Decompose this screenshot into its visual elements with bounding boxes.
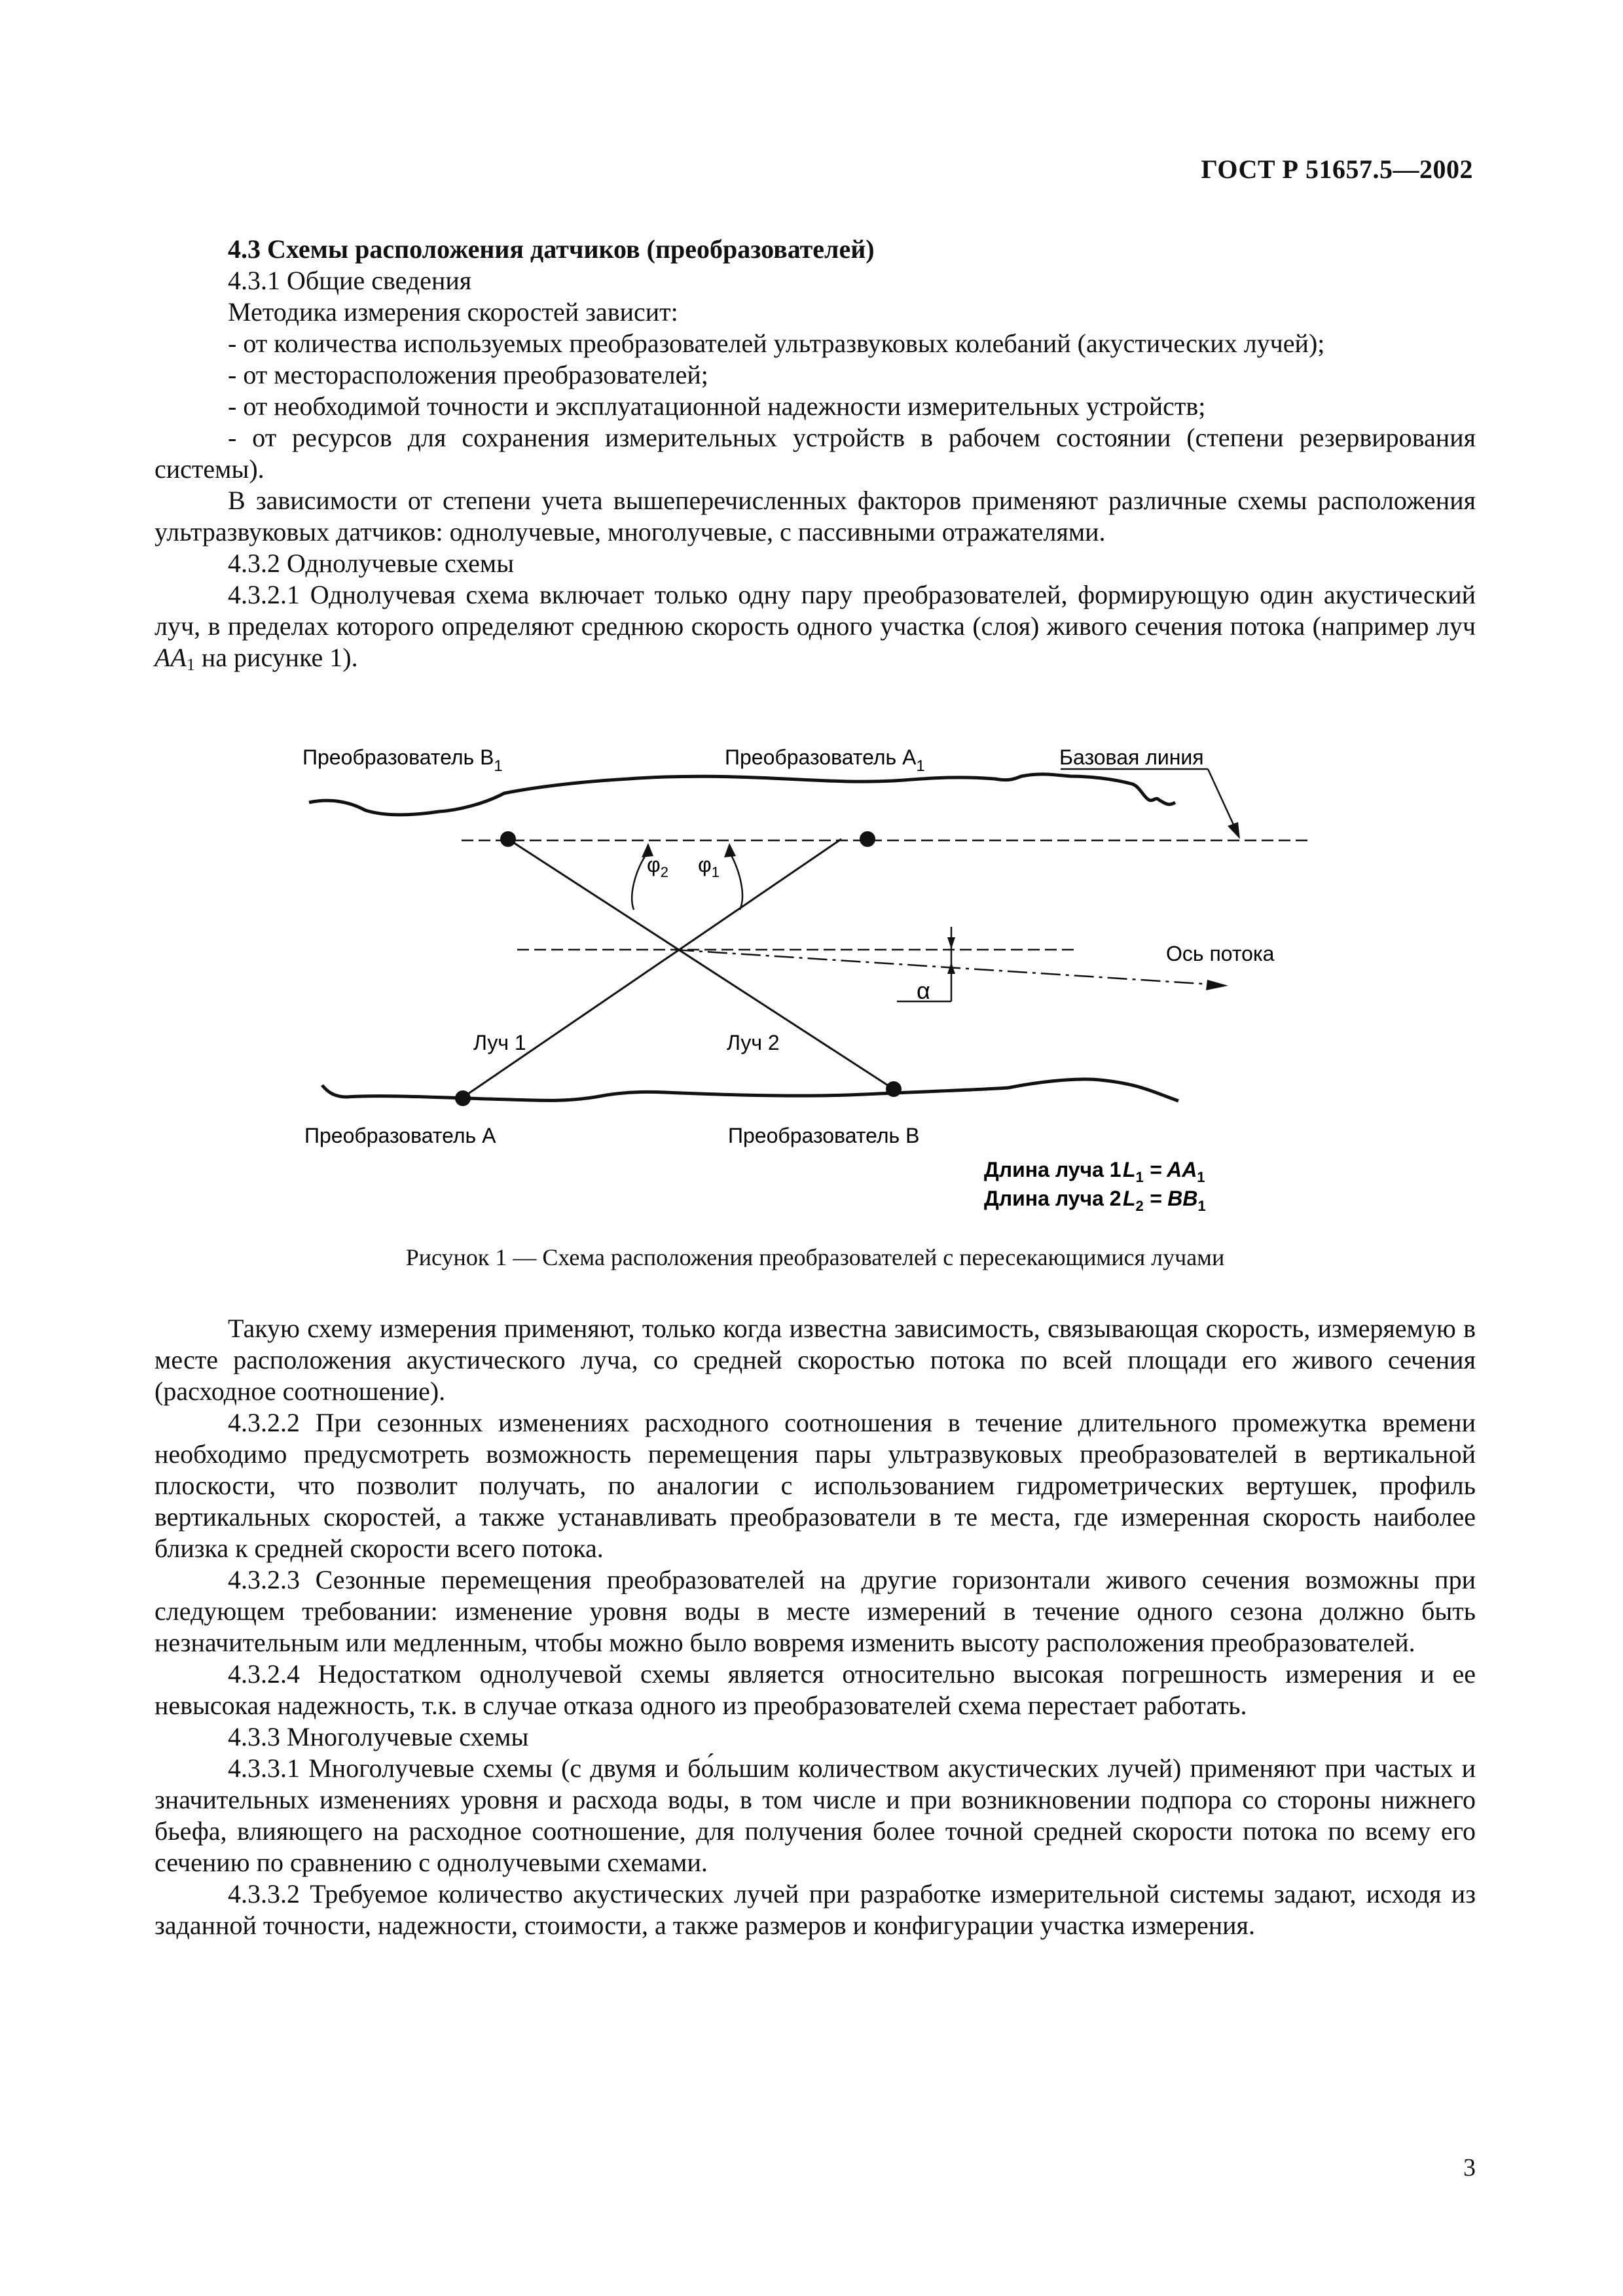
ray-length-2-equation-sub: 1: [1197, 1198, 1206, 1214]
alpha-arrow-top: [947, 937, 955, 949]
label-phi2-symbol: φ: [647, 853, 661, 876]
ray-symbol-subscript: 1: [186, 655, 195, 674]
label-baseline: Базовая линия: [1059, 745, 1204, 769]
ray-1-line: [462, 839, 841, 1098]
label-phi1: [698, 853, 720, 880]
angle-phi1-arc: [728, 850, 742, 910]
paragraph-scheme-usage: Такую схему измерения применяют, только когда известна зависимость, связывающая скорость, измеряемую в месте расположения акустического луча, со средней скоростью потока по всей площади его живого сечения (расходное соотношение).: [155, 1314, 1476, 1406]
transducer-a-dot: [455, 1090, 471, 1106]
paragraph-4332: 4.3.3.2 Требуемое количество акустических лучей при разработке измерительной системы задают, исходя из заданной точности, надежности, стоимости, а также размеров и конфигурации участка измерения.: [155, 1879, 1476, 1940]
figure-caption: Рисунок 1 — Схема расположения преобразователей с пересекающимися лучами: [405, 1244, 1225, 1270]
baseline-leader-line: [1208, 769, 1234, 826]
paragraph-factors: В зависимости от степени учета вышеперечисленных факторов применяют различные схемы расположения ультразвуковых датчиков: однолучевые, многолучевые, с пассивными отражателями.: [155, 486, 1476, 547]
subsection-432-title: 4.3.2 Однолучевые схемы: [228, 548, 515, 578]
label-phi1-sub: 1: [711, 864, 720, 880]
transducer-b1-dot: [500, 831, 516, 847]
label-transducer-b1-text: Преобразователь B: [302, 745, 494, 769]
label-transducer-b: Преобразователь B: [728, 1124, 920, 1147]
section-body-text: [155, 1313, 1476, 1941]
document-standard-number: ГОСТ Р 51657.5—2002: [1201, 154, 1473, 184]
figure-1-diagram: [288, 738, 1349, 1223]
list-item: - от необходимой точности и эксплуатационной надежности измерительных устройств;: [228, 391, 1206, 421]
label-transducer-a1: [725, 745, 925, 775]
list-item: - от ресурсов для сохранения измерительных устройств в рабочем состоянии (степени резервирования системы).: [155, 423, 1476, 484]
ray-length-2-symbol: L: [1123, 1187, 1136, 1210]
label-phi2-sub: 2: [660, 864, 668, 880]
top-riverbank-line: [309, 774, 1175, 815]
bottom-riverbank-line: [322, 1079, 1178, 1101]
ray-length-1-equation: = AA: [1143, 1158, 1197, 1181]
ray-length-1: [984, 1158, 1205, 1185]
list-item: - от количества используемых преобразователей ультразвуковых колебаний (акустических лучей);: [228, 329, 1325, 358]
ray-length-2-symbol-sub: 2: [1135, 1198, 1144, 1214]
transducer-b-dot: [886, 1081, 902, 1097]
label-flow-axis: Ось потока: [1166, 942, 1275, 965]
paragraph-4324: 4.3.2.4 Недостатком однолучевой схемы является относительно высокая погрешность измерения и ее невысокая надежность, т.к. в случае отказа одного из преобразователей схема перестает работать.: [155, 1659, 1476, 1720]
ray-symbol: AA: [155, 643, 187, 672]
subsection-433-title: 4.3.3 Многолучевые схемы: [228, 1722, 529, 1751]
section-heading: 4.3 Схемы расположения датчиков (преобразователей): [228, 234, 875, 264]
paragraph-4331: 4.3.3.1 Многолучевые схемы (с двумя и бо́льшим количеством акустических лучей) применяют при частых и значительных изменениях уровня и расхода воды, в том числе и при возникновении подпора со стороны нижнего бьефа, влияющего на расходное соотношение, для получения более точной средней скорости потока по всему его сечению по сравнению с однолучевыми схемами.: [155, 1753, 1476, 1877]
paragraph-4321-text: 4.3.2.1 Однолучевая схема включает только одну пару преобразователей, формирующую один акустический луч, в пределах которого определяют среднюю скорость одного участка (слоя) живого сечения потока (например луч: [155, 580, 1476, 641]
ray-length-1-symbol-sub: 1: [1135, 1169, 1144, 1185]
label-phi2: [647, 853, 668, 880]
label-ray-1: Луч 1: [473, 1031, 526, 1054]
page-number: 3: [1463, 2154, 1476, 2181]
section-top-text: [155, 234, 1476, 681]
label-transducer-b1: [302, 745, 503, 775]
list-item: - от месторасположения преобразователей;: [228, 360, 708, 389]
flow-axis-line: [674, 950, 1211, 984]
angle-phi1-arrowhead: [724, 843, 736, 857]
paragraph-4323: 4.3.2.3 Сезонные перемещения преобразователей на другие горизонтали живого сечения возможны при следующем требовании: изменение уровня воды в месте измерений в течение одного сезона должно быть незначительным или медленным, чтобы можно было вовремя изменить высоту расположения преобразователей.: [155, 1565, 1476, 1657]
ray-length-2: [984, 1187, 1206, 1214]
transducer-a1-dot: [860, 831, 875, 847]
ray-length-2-label: Длина луча 2: [984, 1187, 1122, 1210]
baseline-leader-arrowhead: [1228, 822, 1240, 839]
subsection-431-title: 4.3.1 Общие сведения: [228, 266, 472, 295]
ray-length-1-equation-sub: 1: [1197, 1169, 1205, 1185]
figure-svg: [288, 738, 1349, 1223]
label-transducer-a1-text: Преобразователь A: [725, 745, 917, 769]
paragraph-intro: Методика измерения скоростей зависит:: [228, 297, 678, 327]
paragraph-4322: 4.3.2.2 При сезонных изменениях расходного соотношения в течение длительного промежутка времени необходимо предусмотреть возможность перемещения пары ультразвуковых преобразователей в вертикальной плоскости, что позволит получать, по аналогии с использованием гидрометрических вертушек, профиль вертикальных скоростей, а также устанавливать преобразователи в те места, где измеренная скорость наиболее близка к средней скорости всего потока.: [155, 1408, 1476, 1563]
label-alpha: α: [917, 977, 930, 1004]
flow-axis-arrowhead: [1206, 980, 1228, 990]
ray-length-2-equation: = BB: [1143, 1187, 1198, 1210]
label-phi1-symbol: φ: [698, 853, 712, 876]
paragraph-4321-end: на рисунке 1).: [194, 643, 358, 672]
label-transducer-b1-sub: 1: [494, 757, 503, 775]
ray-length-1-symbol: L: [1123, 1158, 1136, 1181]
label-ray-2: Луч 2: [727, 1031, 780, 1054]
ray-2-line: [508, 839, 894, 1089]
ray-length-1-label: Длина луча 1: [984, 1158, 1122, 1181]
paragraph-4321: [155, 579, 1476, 681]
label-transducer-a1-sub: 1: [916, 757, 925, 775]
label-transducer-a: Преобразователь A: [304, 1124, 496, 1147]
